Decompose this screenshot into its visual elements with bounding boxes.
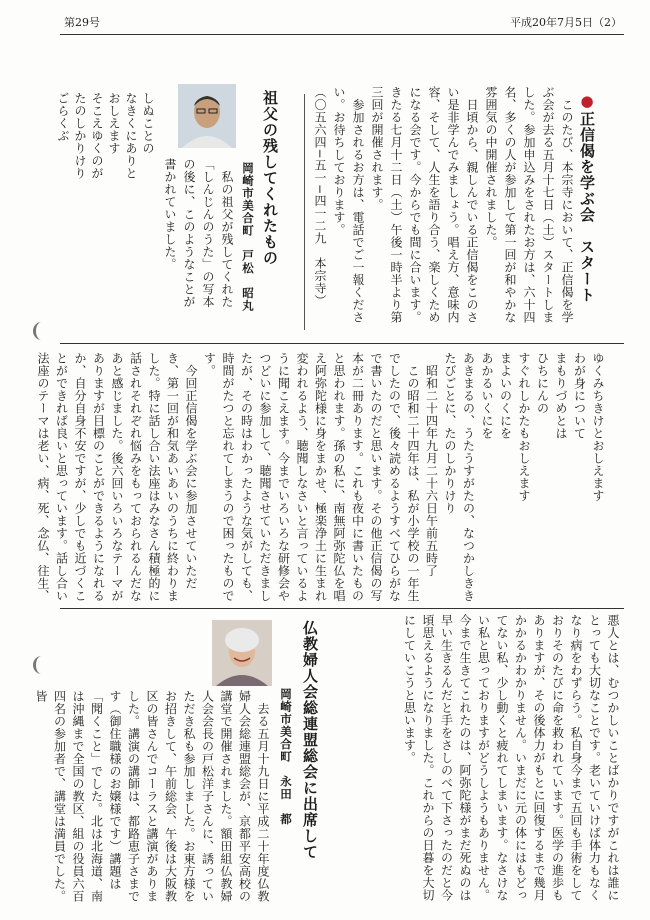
header-rule: [60, 34, 624, 35]
middle-rule-top: [60, 343, 624, 344]
binder-ring: [33, 656, 50, 674]
article-3-title: 仏教婦人会総連盟総会に出席して: [301, 620, 319, 860]
article-3-author: 岡崎市美合町 永田 都: [279, 688, 293, 826]
binder-ring: [33, 322, 50, 340]
issue-date: 平成20年7月5日（2）: [510, 16, 622, 29]
article-1-box: [304, 94, 313, 330]
article-1-body: このたび、本宗寺において、正信偈を学ぶ会が去る五月十七日（土）スタートしました。参加申込みをされたお方は、六十四名、多くの人が参加して第一回が和やかな雰囲気の中開催されました。 日頃から、親しんでいる正信偈をこのさい是非学んでみましょう。唱え方、意味内容、そして、人生を語り合う、楽しくためになる会です。今からでも間に合います。きたる七月十二日（土）午後一時半より第三回が開催されます。 参加されるお方は、電話でご一報ください。お待ちしております。 （〇五六四−五一−四一二九 本宗寺）: [313, 86, 574, 324]
article-2-body: 私の祖父が残してくれた「しんじんのうた」の写本の後に、このようなことが書かれていました。: [163, 158, 234, 308]
article-1-title: [577, 92, 598, 303]
middle-rule-bottom: [60, 608, 624, 609]
issue-number: 第29号: [64, 16, 100, 29]
article-3-right-text: 悪人とは、むつかしいことばかりですがこれは誰にとっても大切なことです。老いていけば体力もなくなり病をわずらう。私自身今まで五回も手術をしておりそのたびに命を救われています。医学の進歩もありますが、その後体力がもとに回復するまで幾月かかるかわかりません。いまだに元の体にはもどってない私、少し動くと疲れてしまいます。なさけない私と思っておりますがどうしようもありません。今まで生きてこれたのは、阿弥陀様がまだ死ぬのは早い生きるんだと手をさしのべて下さったのだと今頃思えるようになりました。これからの日暮を大切にしていこうと思います。: [402, 614, 620, 902]
article-2-poem: しぬことの なきくにありと おしえます そこえゆくのが たのしかりけり ごらくぶ: [56, 92, 155, 180]
middle-body: ゆくみちきけとおしえます わが身について まもりづめとは ひちにんの すぐれしかたもおしえます まよいのくにを あかるいくにを あきまるの、うたうすがたの、なつかしききたびごとに、たのしかりけり 昭和二十四年九月二十六日午前五時了 この昭和二十四年は、私が小学校の一年生でしたので、後々読めるようすべてひらがなで書いたのだと思います。その他正信偈の写本が二冊あります。これも夜中に書いたものと思われます。孫の私に、南無阿弥陀仏を唱え阿弥陀様に身をまかせ、極楽浄土に生まれ変われるよう、聴聞しなさいと言っているように聞こえます。今までいろいろな研修会やつどいに参加して、聴聞させていただきましたが、その時はわかったような気がしても、時間がたつと忘れてしまうので困ったものです。 今回正信偈を学ぶ会に参加させていただき、第一回が和気あいあいのうちに終わりました。特に話し合い法座はみなさん積極的に話されそれぞれ悩みをもっておられるんだなあと感じました。後六回いろいろなテーマがありますが目標のことができるようになれるか、自分自身不安ですが、少しでも近づくことができれば良いと思っています。話し合い法座のテーマは老い、病、死、念仏、往生、: [36, 352, 605, 602]
author-photo: [178, 84, 236, 148]
bullet-icon: ●: [578, 92, 596, 111]
article-2-author: 岡崎市美合町 戸松 昭丸: [241, 162, 255, 312]
article-3-body: 去る五月十九日に平成二十年度仏教婦人会総連盟総会が、京都平安高校の講堂で開催されました。額田組仏教婦人会会長の戸松洋子さんに、誘っていただき私も参加しました。お東方様をお招きして、午前総会、午後は大阪教区の皆さんでコーラスと講演がありました。講演の講師は、都路恵子さまです（御住職様のお嬢様です）講題は「聞くこと」でした。北は北海道、南は沖縄まで全国の教区、組の役員六百四名の参加者で、講堂は満員でした。皆: [34, 690, 270, 903]
article-1-title-text: 正信偈を学ぶ会 スタート: [578, 111, 596, 303]
author-photo-2: [212, 620, 272, 686]
article-2-title: 祖父の残してくれたもの: [261, 90, 279, 266]
